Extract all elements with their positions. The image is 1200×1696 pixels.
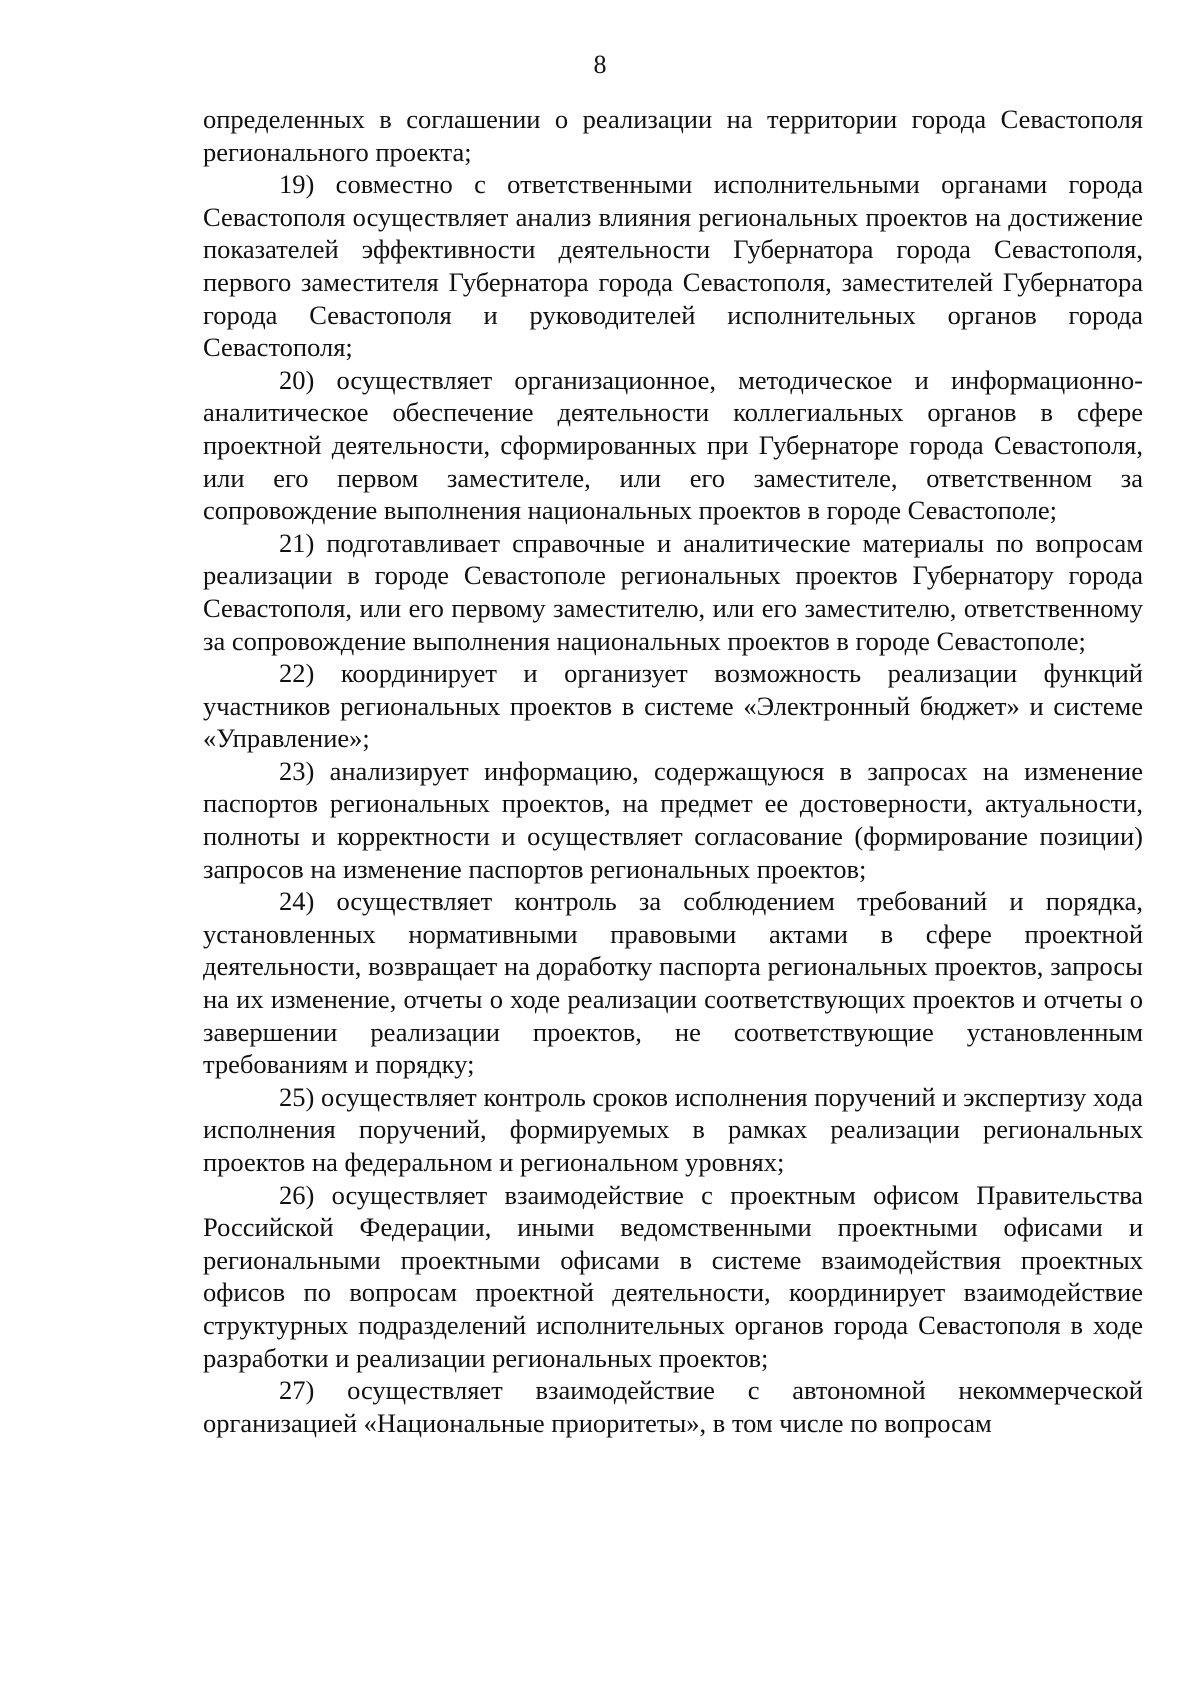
paragraph-item-23: 23) анализирует информацию, содержащуюся в запросах на изменение паспортов региональных проектов, на предмет ее достоверности, актуальности, полноты и корректности и осуществляет согласование (формирование позиции) запросов на изменение паспортов региональных проектов; bbox=[203, 755, 1143, 884]
document-body bbox=[203, 103, 1143, 1439]
paragraph-item-26: 26) осуществляет взаимодействие с проектным офисом Правительства Российской Федерации, иными ведомственными проектными офисами и региональными проектными офисами в системе взаимодействия проектных офисов по вопросам проектной деятельности, координирует взаимодействие структурных подразделений исполнительных органов города Севастополя в ходе разработки и реализации региональных проектов; bbox=[203, 1179, 1143, 1373]
paragraph-item-19: 19) совместно с ответственными исполнительными органами города Севастополя осуществляет анализ влияния региональных проектов на достижение показателей эффективности деятельности Губернатора города Севастополя, первого заместителя Губернатора города Севастополя, заместителей Губернатора города Севастополя и руководителей исполнительных органов города Севастополя; bbox=[203, 169, 1143, 363]
paragraph-continuation: определенных в соглашении о реализации на территории города Севастополя регионального проекта; bbox=[203, 104, 1143, 167]
paragraph-item-24: 24) осуществляет контроль за соблюдением требований и порядка, установленных нормативными правовыми актами в сфере проектной деятельности, возвращает на доработку паспорта региональных проектов, запросы на их изменение, отчеты о ходе реализации соответствующих проектов и отчеты о завершении реализации проектов, не соответствующие установленным требованиям и порядку; bbox=[203, 886, 1143, 1080]
paragraph-item-21: 21) подготавливает справочные и аналитические материалы по вопросам реализации в городе Севастополе региональных проектов Губернатору города Севастополя, или его первому заместителю, или его заместителю, ответственному за сопровождение выполнения национальных проектов в городе Севастополе; bbox=[203, 527, 1143, 656]
paragraph-item-20: 20) осуществляет организационное, методическое и информационно-аналитическое обеспечение деятельности коллегиальных органов в сфере проектной деятельности, сформированных при Губернаторе города Севастополя, или его первом заместителе, или его заместителе, ответственном за сопровождение выполнения национальных проектов в городе Севастополе; bbox=[203, 364, 1143, 526]
page-number: 8 bbox=[593, 50, 607, 79]
paragraph-item-27: 27) осуществляет взаимодействие с автономной некоммерческой организацией «Национальные приоритеты», в том числе по вопросам bbox=[203, 1375, 1143, 1438]
paragraph-item-25: 25) осуществляет контроль сроков исполнения поручений и экспертизу хода исполнения поручений, формируемых в рамках реализации региональных проектов на федеральном и региональном уровнях; bbox=[203, 1081, 1143, 1177]
paragraph-item-22: 22) координирует и организует возможность реализации функций участников региональных проектов в системе «Электронный бюджет» и системе «Управление»; bbox=[203, 658, 1143, 754]
